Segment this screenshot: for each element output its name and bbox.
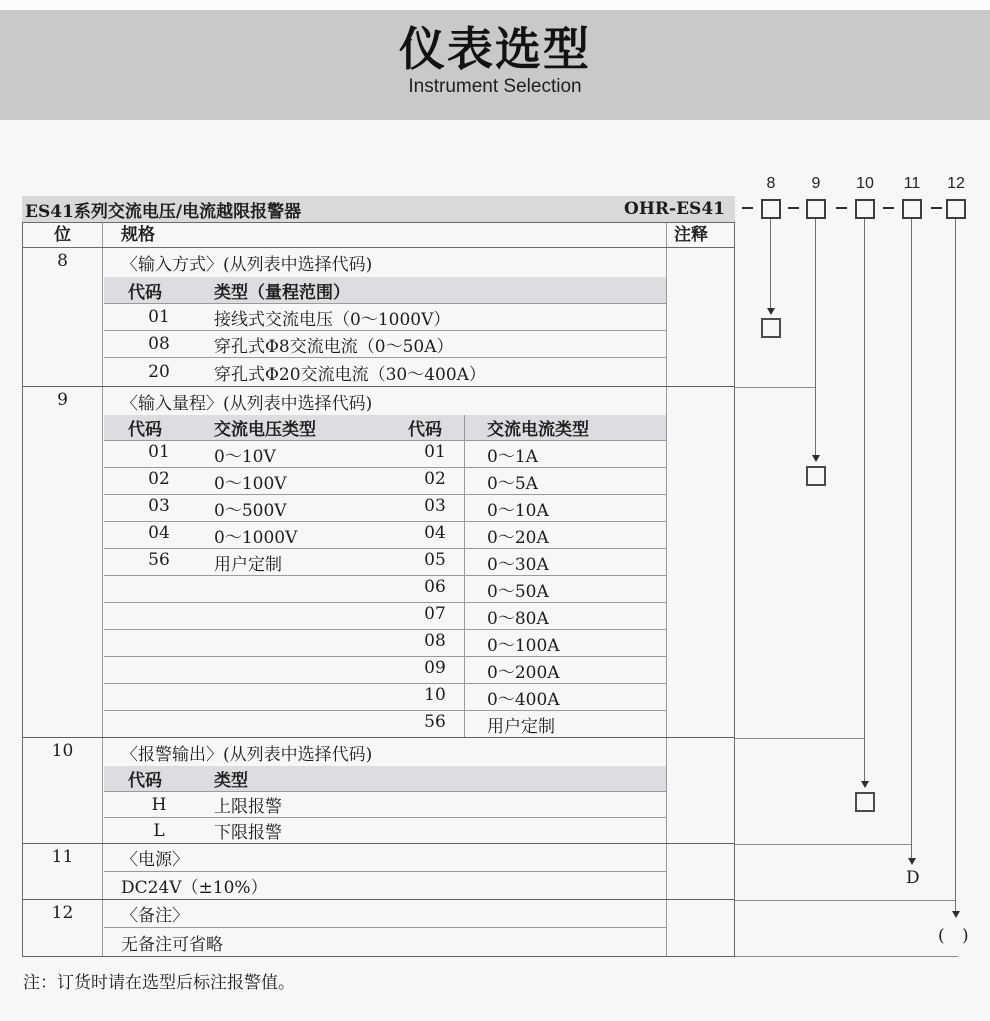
- table-row: [104, 331, 666, 358]
- sample-code-box-8: [761, 318, 781, 338]
- code-cell: 06: [424, 576, 446, 597]
- col-header-spec: 规格: [103, 223, 667, 247]
- type-cell: 0～5A: [487, 473, 538, 494]
- code-col-header: 代码: [128, 282, 162, 303]
- code-box-9: [806, 199, 826, 219]
- dash-separator: [742, 207, 753, 209]
- table-row: [104, 576, 666, 603]
- page-subtitle: Instrument Selection: [408, 75, 582, 97]
- code-box-10: [855, 199, 875, 219]
- arrowhead-10: [861, 781, 869, 788]
- code-col-header: 代码: [408, 420, 442, 440]
- connector-line-9: [735, 387, 815, 388]
- table-row: [104, 304, 666, 331]
- spec-cell: [104, 248, 666, 386]
- subtable-header: [104, 415, 666, 441]
- code-box-11: [902, 199, 922, 219]
- subtable-header: [104, 277, 666, 304]
- spec-cell: [104, 900, 666, 956]
- code-cell: 10: [424, 684, 446, 705]
- subtable-header: [104, 766, 666, 792]
- table-row: DC24V（±10%）: [121, 878, 268, 898]
- lead-line-11: [911, 219, 912, 858]
- type-col-header: 交流电流类型: [487, 420, 589, 440]
- section-alarm-output: [23, 738, 734, 844]
- code-box-12: [946, 199, 966, 219]
- type-col-header: 类型: [214, 771, 248, 791]
- subtable-divider: [464, 415, 465, 737]
- type-cell: 0～200A: [487, 662, 560, 683]
- sample-code-box-9: [806, 466, 826, 486]
- section-input-range: [23, 387, 734, 738]
- type-cell: 0～1A: [487, 446, 538, 467]
- note-cell: [666, 248, 734, 386]
- arrowhead-12: [952, 911, 960, 918]
- code-cell: L: [153, 820, 165, 841]
- table-row: [104, 468, 666, 495]
- product-titlebar: [22, 196, 735, 222]
- type-cell: 0～500V: [214, 500, 287, 521]
- position-number: 10: [23, 738, 103, 843]
- code-cell: 56: [148, 549, 170, 570]
- lead-line-10: [864, 219, 865, 781]
- note-cell: [666, 900, 734, 956]
- spec-cell: [104, 738, 666, 843]
- table-row: [104, 792, 666, 818]
- page-title: 仪表选型: [399, 23, 591, 75]
- dash-separator: [788, 207, 799, 209]
- table-row: [104, 603, 666, 630]
- position-number: 8: [23, 248, 103, 386]
- type-cell: 0～80A: [487, 608, 549, 629]
- position-number: 9: [23, 387, 103, 737]
- power-code-value: D: [906, 868, 920, 888]
- type-cell: 穿孔式Φ8交流电流（0～50A）: [214, 336, 454, 357]
- position-label-10: 10: [856, 175, 874, 192]
- model-code: OHR-ES41: [624, 199, 725, 219]
- series-title: ES41系列交流电压/电流越限报警器: [25, 201, 302, 222]
- col-header-pos: 位: [23, 223, 103, 247]
- position-number: 12: [23, 900, 103, 956]
- note-cell: [666, 387, 734, 737]
- code-cell: 01: [148, 441, 170, 462]
- code-cell: 05: [424, 549, 446, 570]
- type-col-header: 类型（量程范围）: [214, 282, 350, 303]
- type-cell: 接线式交流电压（0～1000V）: [214, 309, 451, 330]
- code-cell: 09: [424, 657, 446, 678]
- arrowhead-9: [812, 455, 820, 462]
- note-cell: [666, 844, 734, 899]
- page-header-band: [0, 10, 990, 120]
- table-row: [104, 441, 666, 468]
- position-label-12: 12: [947, 175, 965, 192]
- code-cell: 08: [148, 334, 170, 354]
- code-cell: 07: [424, 603, 446, 624]
- type-cell: 0～1000V: [214, 527, 298, 548]
- type-cell: 用户定制: [487, 716, 555, 737]
- type-cell: 穿孔式Φ20交流电流（30～400A）: [214, 364, 486, 385]
- code-cell: 02: [148, 468, 170, 489]
- connector-line-12: [735, 900, 955, 901]
- remark-placeholder: ( ): [938, 926, 975, 946]
- table-bottom-extension: [735, 956, 958, 957]
- code-cell: 20: [148, 362, 170, 382]
- type-cell: 0～100A: [487, 635, 560, 656]
- code-cell: 01: [148, 307, 170, 327]
- section-title: 〈报警输出〉(从列表中选择代码): [121, 744, 373, 765]
- section-title: 〈备注〉: [104, 900, 666, 928]
- connector-line-10: [735, 738, 864, 739]
- code-col-header: 代码: [128, 420, 162, 440]
- top-strip: [0, 0, 990, 10]
- table-row: [104, 711, 666, 737]
- table-row: [104, 358, 666, 386]
- section-input-mode: [23, 248, 734, 387]
- arrowhead-8: [767, 308, 775, 315]
- type-cell: 下限报警: [214, 823, 282, 843]
- type-col-header: 交流电压类型: [214, 420, 316, 440]
- type-cell: 0～10V: [214, 446, 276, 467]
- code-cell: 03: [424, 495, 446, 516]
- type-cell: 0～10A: [487, 500, 549, 521]
- connector-line-11: [735, 844, 911, 845]
- position-number: 11: [23, 844, 103, 899]
- lead-line-12: [955, 219, 956, 911]
- table-row: [104, 818, 666, 843]
- code-cell: 02: [424, 468, 446, 489]
- type-cell: 0～50A: [487, 581, 549, 602]
- table-row: [104, 549, 666, 576]
- sample-code-box-10: [855, 792, 875, 812]
- code-box-8: [761, 199, 781, 219]
- table-row: [104, 684, 666, 711]
- code-col-header: 代码: [128, 771, 162, 791]
- code-cell: 03: [148, 495, 170, 516]
- type-cell: 0～400A: [487, 689, 560, 710]
- code-cell: 08: [424, 630, 446, 651]
- table-row: [104, 630, 666, 657]
- table-row: [104, 495, 666, 522]
- type-cell: 0～20A: [487, 527, 549, 548]
- lead-line-9: [815, 219, 816, 455]
- spec-cell: [104, 844, 666, 899]
- code-cell: 56: [424, 711, 446, 732]
- type-cell: 用户定制: [214, 554, 282, 575]
- lead-line-8: [770, 219, 771, 308]
- section-title: 〈输入量程〉(从列表中选择代码): [121, 393, 373, 414]
- position-label-9: 9: [811, 175, 821, 192]
- position-label-8: 8: [766, 175, 776, 192]
- section-title: 〈电源〉: [104, 844, 666, 872]
- col-header-note: 注释: [674, 225, 708, 245]
- selection-table: [22, 222, 735, 957]
- table-row: [104, 522, 666, 549]
- type-cell: 0～30A: [487, 554, 549, 575]
- section-title: 〈输入方式〉(从列表中选择代码): [121, 255, 373, 275]
- code-cell: 01: [424, 441, 446, 462]
- arrowhead-11: [908, 858, 916, 865]
- section-remark: [23, 900, 734, 957]
- spec-cell: [104, 387, 666, 737]
- type-cell: 0～100V: [214, 473, 287, 494]
- table-row: 无备注可省略: [121, 934, 223, 955]
- position-label-11: 11: [903, 175, 921, 192]
- code-cell: 04: [148, 522, 170, 543]
- table-row: [104, 657, 666, 684]
- type-cell: 上限报警: [214, 797, 282, 817]
- dash-separator: [931, 207, 942, 209]
- table-header-row: [23, 222, 734, 248]
- dash-separator: [883, 207, 894, 209]
- footnote: 注：订货时请在选型后标注报警值。: [23, 973, 295, 993]
- code-cell: H: [151, 794, 167, 815]
- section-power: [23, 844, 734, 900]
- dash-separator: [836, 207, 847, 209]
- note-cell: [666, 738, 734, 843]
- code-cell: 04: [424, 522, 446, 543]
